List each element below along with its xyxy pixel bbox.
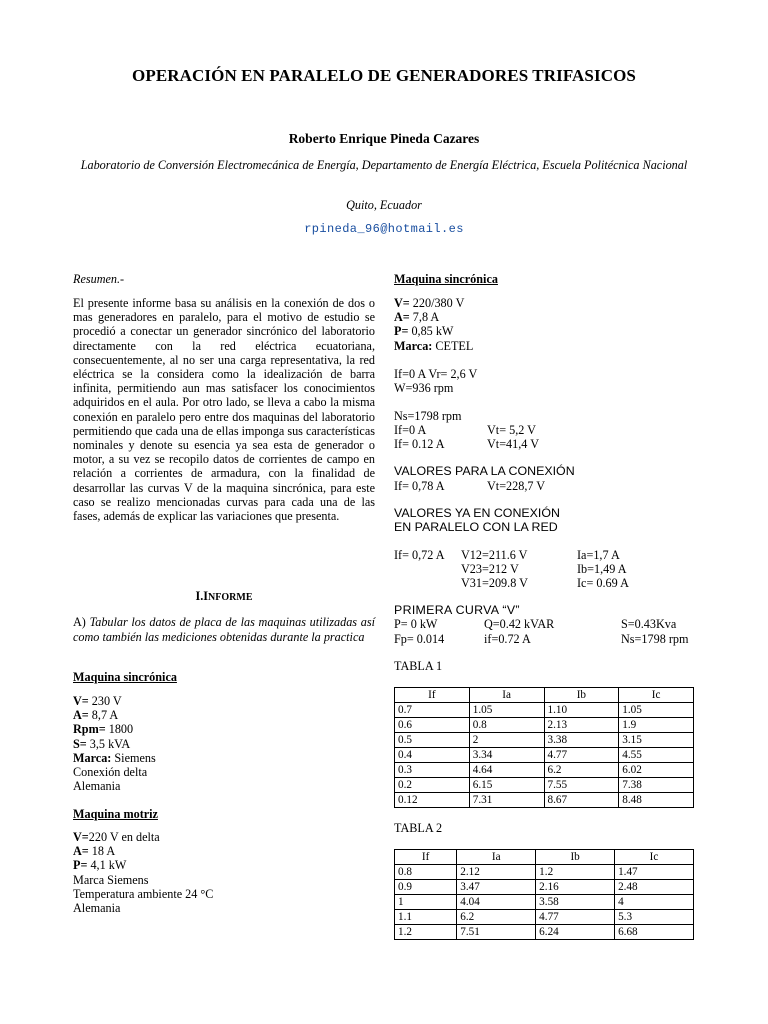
table-cell: 1.2 xyxy=(536,865,615,880)
conexion-if: If= 0,78 A xyxy=(394,479,445,493)
machine1-specs xyxy=(73,694,375,793)
table-cell: 7.38 xyxy=(619,778,694,793)
curva-title: PRIMERA CURVA “V” xyxy=(394,603,520,617)
measurement-line: W=936 rpm xyxy=(394,381,454,396)
table-cell: 3.34 xyxy=(469,748,544,763)
spec-row xyxy=(73,830,375,844)
column-header: Ib xyxy=(536,850,615,865)
table-row xyxy=(395,703,694,718)
machine2-specs xyxy=(73,830,375,915)
table-cell: 0.8 xyxy=(469,718,544,733)
table-cell: 0.3 xyxy=(395,763,470,778)
ns-value: Ns=1798 rpm xyxy=(394,409,462,423)
q-value: Q=0.42 kVAR xyxy=(484,617,555,631)
conexion-title: VALORES PARA LA CONEXIÓN xyxy=(394,464,575,478)
table-cell: 1.05 xyxy=(469,703,544,718)
spec-extra: Alemania xyxy=(73,901,121,916)
table-cell: 4.77 xyxy=(544,748,619,763)
table-cell: 1.05 xyxy=(619,703,694,718)
table-header-row xyxy=(395,850,694,865)
table-cell: 4 xyxy=(615,895,694,910)
table-cell: 2.48 xyxy=(615,880,694,895)
if012-value: If= 0.12 A xyxy=(394,437,445,451)
table-cell: 6.15 xyxy=(469,778,544,793)
table-row xyxy=(395,748,694,763)
table-cell: 6.24 xyxy=(536,925,615,940)
table-row xyxy=(395,895,694,910)
table-cell: 0.6 xyxy=(395,718,470,733)
spec-value: 0,85 kW xyxy=(408,324,454,339)
tabla1 xyxy=(394,687,694,808)
spec-row xyxy=(73,694,375,708)
machine2-heading: Maquina motriz xyxy=(73,807,158,821)
spec-value: 8,7 A xyxy=(88,708,119,723)
table-cell: 2 xyxy=(469,733,544,748)
spec-extra: Alemania xyxy=(73,779,121,794)
table-cell: 0.8 xyxy=(395,865,457,880)
table-cell: 4.64 xyxy=(469,763,544,778)
abstract-text: El presente informe basa su análisis en la conexión de dos o mas generadores en paralelo, para el motivo de estudio se procedió a conectar un generador sincrónico del laboratorio directamente con la red eléctrica ecuatoriana, consecuentemente, al no ser una carga representativa, la red eléctrica se la considera como la idealización de barra infinita, permitiendo aun mas satisfacer los conocimientos adquiridos en el aula. Por otro lado, se lleva a cabo la misma conexión en paralelo pero entre dos maquinas del laboratorio permitiendo que cada una de ellas imponga sus características nominales y denote su esencia ya sea esta de generador o motor, a su vez se recopilo datos de corrientes de campo en relación a corrientes de armadura, con la finalidad de desarrollar las curvas V de la maquina sincrónica, para este caso se realizo mencionadas curvas para cada una de las fases, además de explicar las variaciones que presenta. xyxy=(73,296,375,524)
section-cap: I xyxy=(203,589,209,603)
table-row xyxy=(395,778,694,793)
question-text: Tabular los datos de placa de las maquinas utilizadas así como también las mediciones obtenidas durante la practica xyxy=(73,615,375,644)
table-cell: 1.1 xyxy=(395,910,457,925)
spec-extra: Marca Siemens xyxy=(73,872,149,887)
conexion-vt: Vt=228,7 V xyxy=(487,479,546,493)
table-cell: 3.38 xyxy=(544,733,619,748)
table-cell: 2.12 xyxy=(457,865,536,880)
table-cell: 4.55 xyxy=(619,748,694,763)
spec-label: Marca: xyxy=(394,338,433,353)
spec-row xyxy=(73,751,375,765)
location: Quito, Ecuador xyxy=(346,198,422,212)
table-cell: 0.7 xyxy=(395,703,470,718)
table-cell: 7.55 xyxy=(544,778,619,793)
measurement-line: If=0 A Vr= 2,6 V xyxy=(394,367,478,381)
question-a xyxy=(73,615,375,645)
spec-value: 220 V en delta xyxy=(88,830,160,844)
section-rest: NFORME xyxy=(208,592,253,603)
table-header-row xyxy=(395,688,694,703)
red-title-1: VALORES YA EN CONEXIÓN xyxy=(394,506,560,520)
spec-label: P= xyxy=(73,858,88,873)
column-header: Ic xyxy=(619,688,694,703)
table-row xyxy=(395,718,694,733)
spec-value: 3,5 kVA xyxy=(86,736,131,751)
s-value: S=0.43Kva xyxy=(621,617,677,631)
abstract-heading: Resumen.- xyxy=(73,272,125,286)
question-prefix: A) xyxy=(73,615,90,629)
spec-value: 4,1 kW xyxy=(87,858,127,873)
spec-value: 7,8 A xyxy=(409,310,440,325)
spec-value: 220/380 V xyxy=(409,296,465,310)
table-cell: 1 xyxy=(395,895,457,910)
spec-label: V= xyxy=(73,830,89,844)
table-cell: 3.58 xyxy=(536,895,615,910)
table-cell: 1.47 xyxy=(615,865,694,880)
table-cell: 0.4 xyxy=(395,748,470,763)
spec-row xyxy=(73,737,375,751)
spec-label: A= xyxy=(73,844,89,859)
tabla2-label: TABLA 2 xyxy=(394,821,443,835)
v23-value: V23=212 V xyxy=(461,562,519,576)
ic-value: Ic= 0.69 A xyxy=(577,576,629,590)
ns2-value: Ns=1798 rpm xyxy=(621,632,689,646)
spec-row xyxy=(394,296,696,310)
spec-row xyxy=(73,844,375,858)
fp-value: Fp= 0.014 xyxy=(394,632,445,646)
vt0-value: Vt= 5,2 V xyxy=(487,423,536,437)
table-cell: 1.2 xyxy=(395,925,457,940)
table-row xyxy=(395,763,694,778)
table-cell: 8.67 xyxy=(544,793,619,808)
table-cell: 2.13 xyxy=(544,718,619,733)
section-number: I. xyxy=(195,589,204,603)
spec-value: Siemens xyxy=(111,750,156,765)
if072-value: if=0.72 A xyxy=(484,632,531,646)
table-cell: 6.02 xyxy=(619,763,694,778)
table-row xyxy=(395,925,694,940)
table-row xyxy=(395,865,694,880)
spec-value: 230 V xyxy=(88,694,122,708)
author-email[interactable]: rpineda_96@hotmail.es xyxy=(304,222,464,236)
spec-extra: Temperatura ambiente 24 °C xyxy=(73,886,214,901)
spec-row xyxy=(73,722,375,736)
ib-value: Ib=1,49 A xyxy=(577,562,627,576)
paper-title: OPERACIÓN EN PARALELO DE GENERADORES TRIFASICOS xyxy=(132,66,636,85)
spec-row xyxy=(73,708,375,722)
spec-label: Rpm= xyxy=(73,722,106,737)
ia-value: Ia=1,7 A xyxy=(577,548,620,562)
column-header: Ia xyxy=(469,688,544,703)
column-header: If xyxy=(395,850,457,865)
tabla2 xyxy=(394,849,694,940)
v31-value: V31=209.8 V xyxy=(461,576,528,590)
table-cell: 1.9 xyxy=(619,718,694,733)
right-machine-specs xyxy=(394,296,696,353)
red-title-2: EN PARALELO CON LA RED xyxy=(394,520,558,534)
spec-label: P= xyxy=(394,324,409,339)
spec-label: V= xyxy=(73,694,89,708)
spec-label: Marca: xyxy=(73,750,112,765)
table-cell: 1.10 xyxy=(544,703,619,718)
table-row xyxy=(395,733,694,748)
spec-row xyxy=(394,339,696,353)
table-cell: 3.15 xyxy=(619,733,694,748)
table-cell: 0.5 xyxy=(395,733,470,748)
affiliation: Laboratorio de Conversión Electromecánica de Energía, Departamento de Energía Eléctrica, Escuela Politécnica Nacional xyxy=(80,158,688,172)
table-cell: 0.2 xyxy=(395,778,470,793)
spec-label: A= xyxy=(394,310,410,325)
spec-row xyxy=(73,858,375,872)
table-row xyxy=(395,910,694,925)
vt012-value: Vt=41,4 V xyxy=(487,437,540,451)
p-value: P= 0 kW xyxy=(394,617,438,631)
spec-label: V= xyxy=(394,296,410,310)
column-header: Ic xyxy=(615,850,694,865)
spec-label: S= xyxy=(73,736,87,751)
spec-value: 18 A xyxy=(88,844,116,859)
table-cell: 0.12 xyxy=(395,793,470,808)
table-cell: 6.68 xyxy=(615,925,694,940)
right-machine-heading: Maquina sincrónica xyxy=(394,272,498,286)
author-name: Roberto Enrique Pineda Cazares xyxy=(288,131,480,146)
table-cell: 6.2 xyxy=(457,910,536,925)
table-cell: 6.2 xyxy=(544,763,619,778)
section-heading xyxy=(73,589,375,605)
tabla1-label: TABLA 1 xyxy=(394,659,443,673)
spec-value: 1800 xyxy=(105,722,134,737)
table-row xyxy=(395,793,694,808)
machine1-heading: Maquina sincrónica xyxy=(73,670,177,684)
table-cell: 7.31 xyxy=(469,793,544,808)
spec-value: CETEL xyxy=(432,338,474,353)
spec-row xyxy=(394,310,696,324)
spec-row xyxy=(394,324,696,338)
column-header: If xyxy=(395,688,470,703)
column-header: Ia xyxy=(457,850,536,865)
measurement-1 xyxy=(394,367,696,395)
red-if: If= 0,72 A xyxy=(394,548,445,562)
table-cell: 7.51 xyxy=(457,925,536,940)
table-row xyxy=(395,880,694,895)
spec-extra: Conexión delta xyxy=(73,765,148,780)
v12-value: V12=211.6 V xyxy=(461,548,528,562)
table-cell: 3.47 xyxy=(457,880,536,895)
table-cell: 4.04 xyxy=(457,895,536,910)
if0-value: If=0 A xyxy=(394,423,427,437)
spec-label: A= xyxy=(73,708,89,723)
table-cell: 0.9 xyxy=(395,880,457,895)
table-cell: 4.77 xyxy=(536,910,615,925)
table-cell: 2.16 xyxy=(536,880,615,895)
table-cell: 8.48 xyxy=(619,793,694,808)
column-header: Ib xyxy=(544,688,619,703)
table-cell: 5.3 xyxy=(615,910,694,925)
